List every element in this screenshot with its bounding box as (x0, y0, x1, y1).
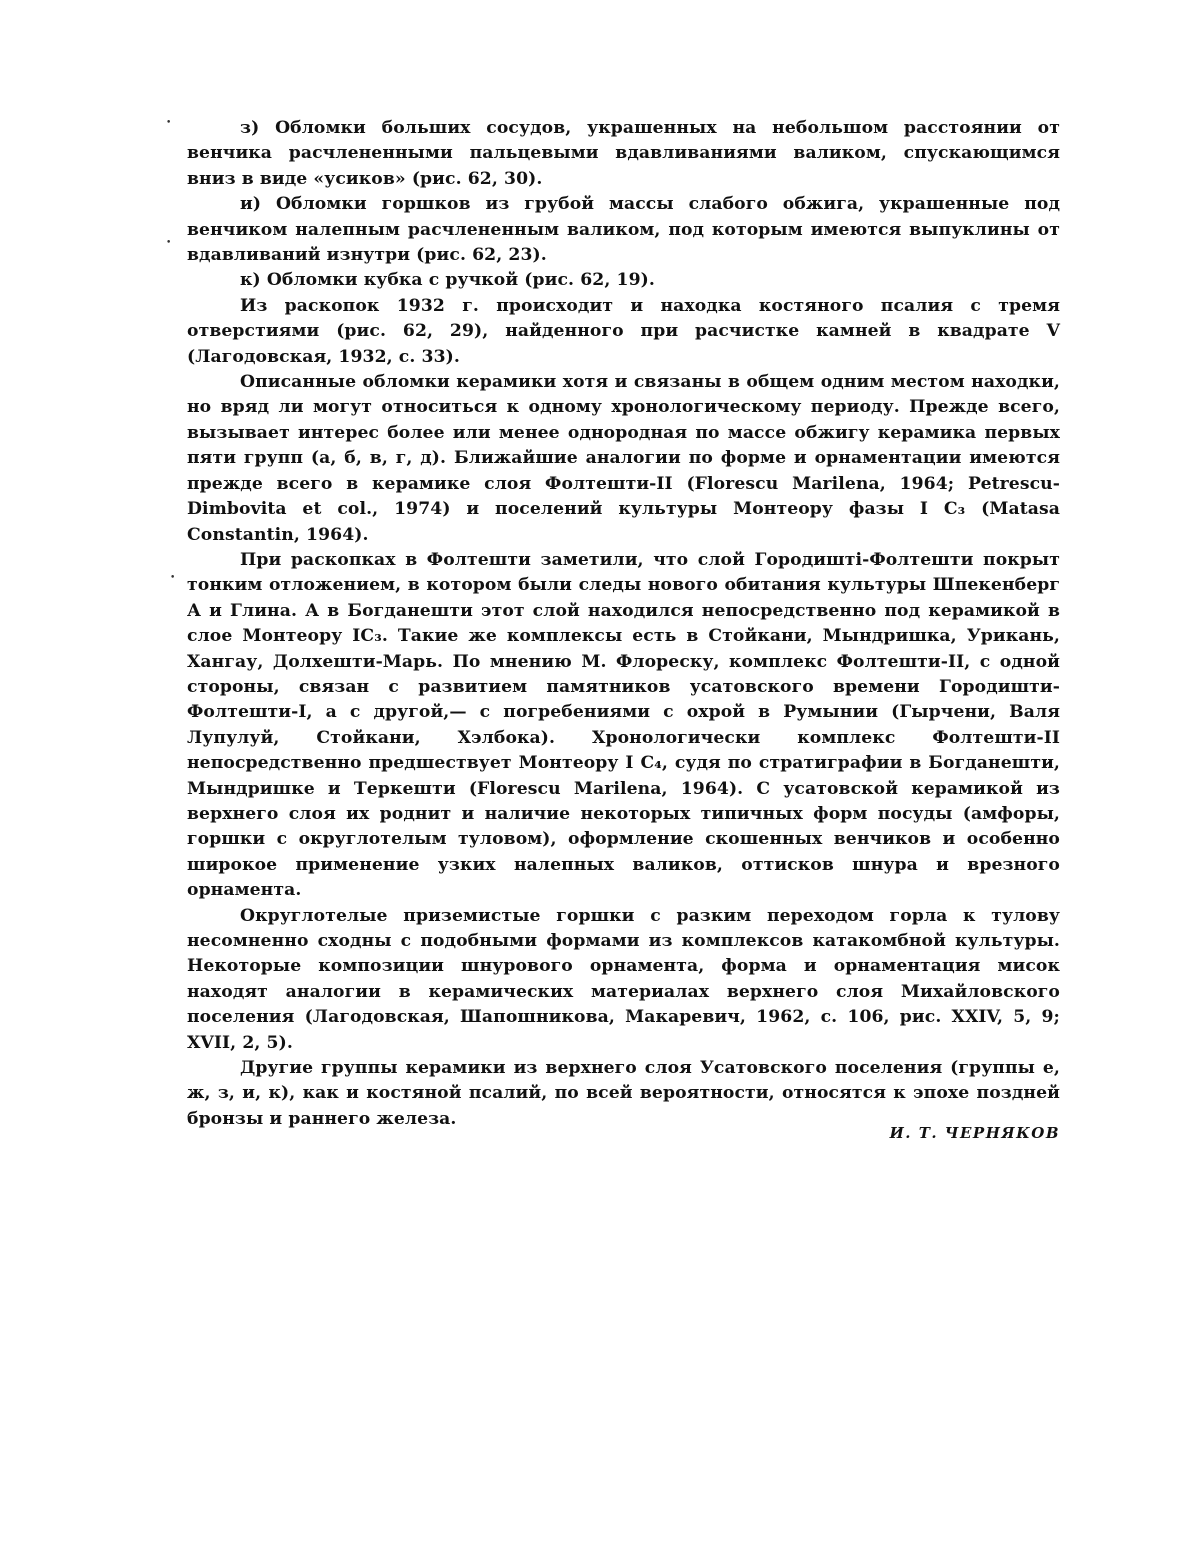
document-body (187, 116, 1060, 1132)
paragraph: Описанные обломки керамики хотя и связаны в общем одним местом находки, но вряд ли могут относиться к одному хронологическому периоду. Прежде всего, вызывает интерес более или менее однородная по массе обжигу керамика первых пяти групп (а, б, в, г, д). Ближайшие аналогии по форме и орнаментации имеются прежде всего в керамике слоя Фолтешти-II (Florescu Marilena, 1964; Petrescu-Dimbovita et col., 1974) и поселений культуры Монтеору фазы I C₃ (Matasa Constantin, 1964). (187, 372, 1060, 545)
paragraph: Округлотелые приземистые горшки с разким переходом горла к тулову несомненно сходны с подобными формами из комплексов катакомбной культуры. Некоторые композиции шнурового орнамента, форма и орнаментация мисок находят аналогии в керамических материалах верхнего слоя Михайловского поселения (Лагодовская, Шапошникова, Макаревич, 1962, с. 106, рис. XXIV, 5, 9; XVII, 2, 5). (187, 905, 1060, 1053)
margin-mark: • (166, 118, 172, 128)
paragraph: к) Обломки кубка с ручкой (рис. 62, 19). (240, 270, 655, 291)
margin-mark: • (170, 573, 176, 583)
paragraph: Другие группы керамики из верхнего слоя Усатовского поселения (группы е, ж, з, и, к), как и костяной псалий, по всей вероятности, относятся к эпохе поздней бронзы и раннего железа. (187, 1058, 1060, 1129)
paragraph: з) Обломки больших сосудов, украшенных на небольшом расстоянии от венчика расчлененными пальцевыми вдавливаниями валиком, спускающимся вниз в виде «усиков» (рис. 62, 30). (187, 118, 1060, 189)
paragraph: При раскопках в Фолтешти заметили, что слой Городиштi-Фолтешти покрыт тонким отложением, в котором были следы нового обитания культуры Шпекенберг А и Глина. А в Богданешти этот слой находился непосредственно под керамикой в слое Монтеору IC₃. Такие же комплексы есть в Стойкани, Мындришка, Урикань, Хангау, Долхешти-Марь. По мнению М. Флореску, комплекс Фолтешти-II, с одной стороны, связан с развитием памятников усатовского времени Городишти-Фолтешти-I, а с другой,— с погребениями с охрой в Румынии (Гырчени, Валя Лупулуй, Стойкани, Хэлбока). Хронологически комплекс Фолтешти-II непосредственно предшествует Монтеору I C₄, судя по стратиграфии в Богданешти, Мындришке и Теркешти (Florescu Marilena, 1964). С усатовской керамикой из верхнего слоя их роднит и наличие некоторых типичных форм посуды (амфоры, горшки с округлотелым туловом), оформление скошенных венчиков и особенно широкое применение узких налепных валиков, оттисков шнура и врезного орнамента. (187, 549, 1060, 901)
margin-mark: • (166, 238, 172, 248)
paragraph: Из раскопок 1932 г. происходит и находка костяного псалия с тремя отверстиями (рис. 62, 29), найденного при расчистке камней в квадрате V (Лагодовская, 1932, с. 33). (187, 295, 1060, 367)
author-signature: И. Т. ЧЕРНЯКОВ (889, 1124, 1060, 1142)
paragraph: и) Обломки горшков из грубой массы слабого обжига, украшенные под венчиком налепным расчлененным валиком, под которым имеются выпуклины от вдавливаний изнутри (рис. 62, 23). (187, 194, 1060, 266)
